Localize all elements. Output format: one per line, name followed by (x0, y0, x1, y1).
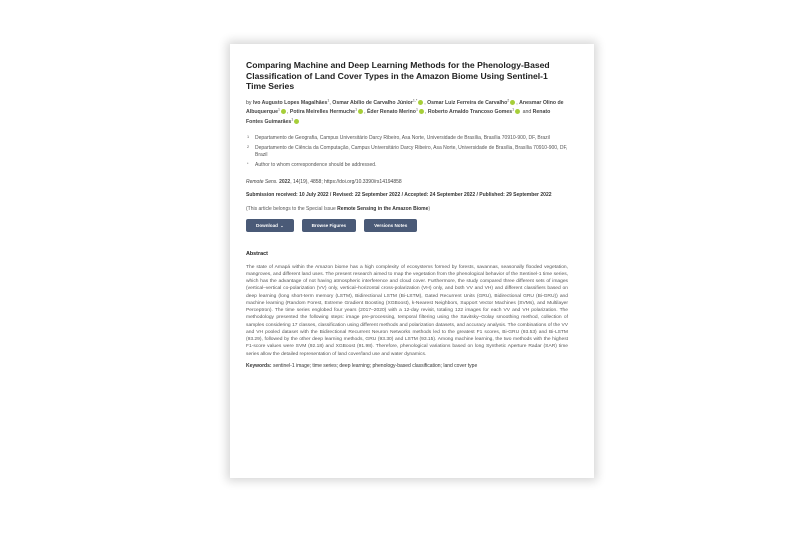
author-affiliation-sup: 1 (327, 98, 330, 103)
journal-name: Remote Sens. (246, 179, 278, 185)
orcid-icon[interactable] (418, 100, 423, 105)
orcid-icon[interactable] (419, 109, 424, 114)
author-affiliation-sup: 1 (278, 107, 280, 112)
affiliation-text: Departamento de Ciência da Computação, Campus Universitário Darcy Ribeiro, Asa Norte, Universidade de Brasília, Brasília 70910-900, DF, Brazil (255, 145, 568, 158)
author-separator: , (424, 109, 428, 116)
keywords (246, 363, 568, 370)
download-label: Download (256, 222, 278, 228)
by-label: by (246, 99, 252, 106)
special-issue-note (246, 206, 568, 213)
author-affiliation-sup: 1 (291, 116, 294, 121)
special-issue-suffix: ) (428, 205, 431, 212)
versions-notes-button[interactable]: Versions Notes (364, 219, 417, 232)
orcid-icon[interactable] (510, 100, 515, 105)
author-separator: , (329, 99, 333, 106)
author-name[interactable]: Éder Renato Merino (366, 109, 416, 116)
author-separator: and (521, 109, 533, 116)
article-page (230, 44, 594, 478)
special-issue-prefix: (This article belongs to the Special Issue (246, 205, 338, 212)
affiliation-mark: 1 (247, 135, 250, 139)
author-name[interactable]: Ivo Augusto Lopes Magalhães (252, 99, 328, 106)
author-list (246, 99, 568, 127)
abstract-heading: Abstract (246, 250, 268, 257)
affiliation-mark: * (247, 162, 249, 166)
author-name[interactable]: Osmar Luiz Ferreira de Carvalho (427, 99, 508, 106)
citation (246, 179, 568, 186)
author-name[interactable]: Potira Meirelles Hermuche (289, 109, 356, 116)
orcid-icon[interactable] (515, 109, 520, 114)
correspondence-note (246, 162, 568, 169)
article-content (246, 60, 568, 370)
chevron-down-icon: ⌄ (280, 222, 284, 228)
author-separator: , (516, 99, 520, 106)
author-name[interactable]: Renato Fontes Guimarães (246, 109, 551, 125)
special-issue-link[interactable]: Remote Sensing in the Amazon Biome (337, 205, 429, 212)
author-separator: , (364, 109, 367, 116)
author-affiliation-sup: 1 (512, 107, 515, 112)
orcid-icon[interactable] (294, 119, 299, 124)
affiliation-2 (246, 145, 568, 159)
publication-dates: Submission received: 10 July 2022 / Revised: 22 September 2022 / Accepted: 24 September 2022 / Published: 29 September 2022 (246, 192, 552, 198)
keywords-label: Keywords: (246, 362, 272, 369)
affiliation-text: Author to whom correspondence should be addressed. (255, 162, 377, 168)
orcid-icon[interactable] (281, 109, 286, 114)
affiliations (246, 135, 568, 169)
abstract-text: The state of Amapá within the Amazon biome has a high complexity of ecosystems formed by forests, savannas, seasonally flooded vegetation, mangroves, and different land uses. The present research aimed to map the vegetation from the phenological behavior of the Sentinel-1 time series, which has the advantage of not having atmospheric interference and cloud cover. Furthermore, the study compared three different sets of images (vertical–vertical co-polarization (VV) only, vertical–horizontal cross-polarization (VH) only, and both VV and VH) and different classifiers based on deep learning (long short-term memory (LSTM), Bidirectional LSTM (Bi-LSTM), Gated Recurrent Units (GRU), Bidirectional GRU (Bi-GRU)) and machine learning (Random Forest, Extreme Gradient Boosting (XGBoost), k-Nearest Neighbors, Support Vector Machines (SVMs), and Multilayer Perceptron). The time series englobed four years (2017–2020) with a 12-day revisit, totaling 122 images for each VV and VH polarization. The methodology presented the following steps: image pre-processing, temporal filtering using the Savitsky–Golay smoothing method, collection of samples considering 17 classes, classification using different methods and polarization datasets, and accuracy analysis. The combinations of the VV and VH pooled dataset with the Bidirectional Recurrent Neuron Networks methods led to the greatest F1 scores, Bi-GRU (93.53) and Bi-LSTM (93.29), followed by the other deep learning methods, GRU (93.30) and LSTM (93.15). Among machine learning, the two methods with the highest F1-score values were SVM (92.18) and XGBoost (91.98). Therefore, phenological variations based on long Synthetic Aperture Radar (SAR) time series allow the detailed representation of land cover/land use and water dynamics. (246, 264, 568, 357)
author-name[interactable]: Anesmar Olino de Albuquerque (246, 99, 564, 116)
browse-figures-button[interactable]: Browse Figures (302, 219, 356, 232)
author-separator: , (287, 109, 290, 116)
author-name[interactable]: Osmar Abílio de Carvalho Júnior (332, 99, 413, 106)
author-affiliation-sup: 1,* (412, 98, 418, 103)
orcid-icon[interactable] (358, 109, 363, 114)
affiliation-text: Departamento de Geografia, Campus Universitário Darcy Ribeiro, Asa Norte, Universidade de Brasília, Brasília 70910-900, DF, Brazil (255, 135, 550, 141)
keywords-text: sentinel-1 image; time series; deep learning; phenology-based classification; land cover type (272, 362, 478, 369)
affiliation-1 (246, 135, 568, 142)
article-title: Comparing Machine and Deep Learning Methods for the Phenology-Based Classification of Land Cover Types in the Amazon Biome Using Sentinel-1 Time Series (246, 60, 550, 92)
citation-rest: , 14(19), 4858; https://doi.org/10.3390/rs14194858 (290, 179, 402, 185)
action-buttons (246, 219, 568, 232)
citation-year: 2022 (279, 179, 291, 185)
author-affiliation-sup: 2 (507, 98, 510, 103)
affiliation-mark: 2 (247, 145, 250, 149)
author-name[interactable]: Roberto Arnaldo Trancoso Gomes (427, 109, 513, 116)
author-affiliation-sup: 1 (355, 107, 358, 112)
author-separator: , (424, 99, 428, 106)
author-affiliation-sup: 1 (415, 107, 418, 112)
download-button[interactable] (246, 219, 294, 232)
